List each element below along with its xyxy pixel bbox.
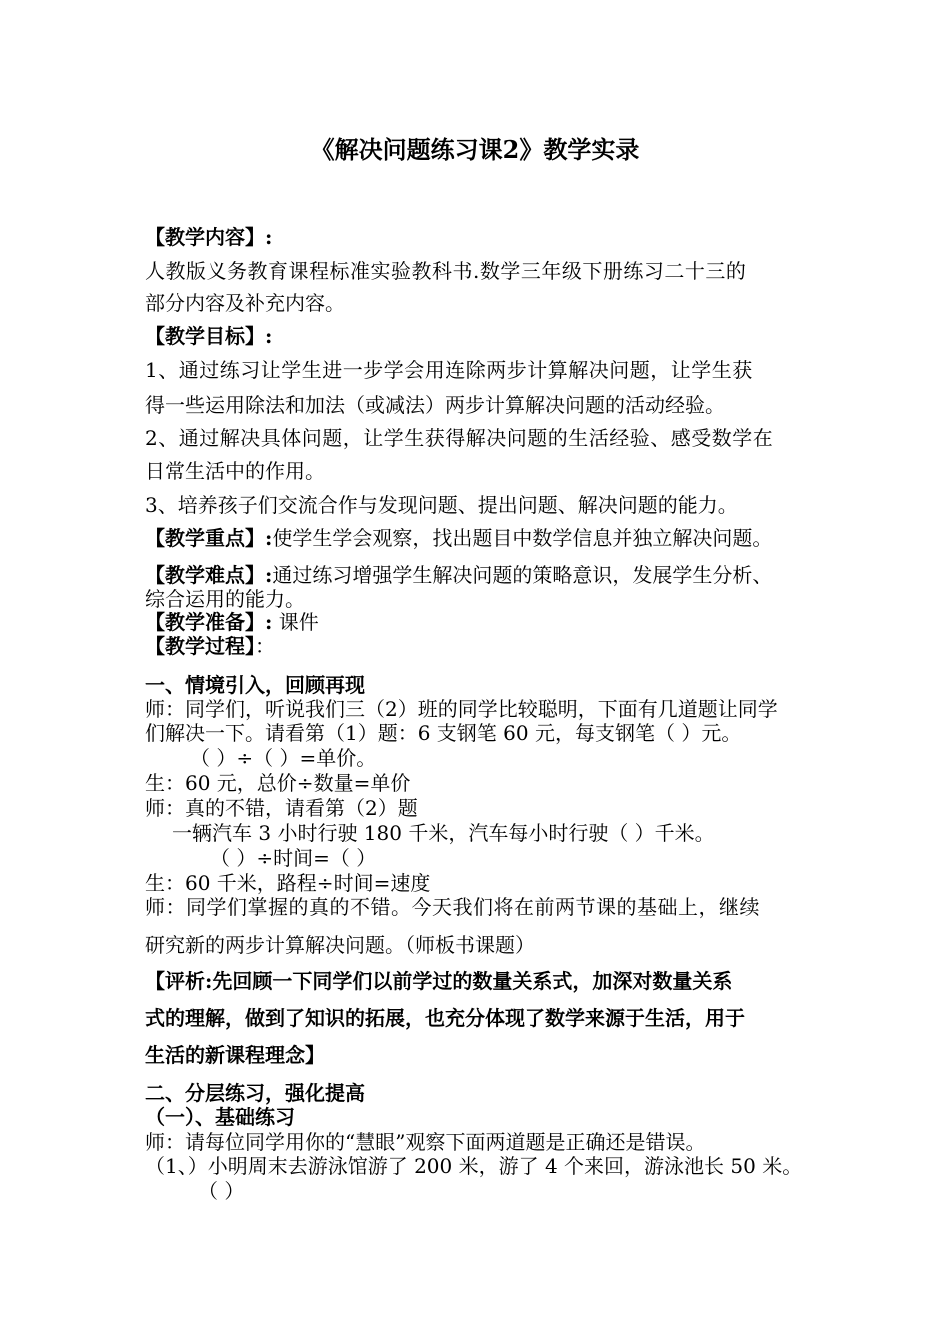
- comment-line: 【评析:先回顾一下同学们以前学过的数量关系式，加深对数量关系: [145, 969, 733, 993]
- key-points-text: 使学生学会观察，找出题目中数学信息并独立解决问题。: [272, 526, 773, 550]
- goal-line: 日常生活中的作用。: [145, 459, 325, 483]
- preparation-text: 课件: [272, 610, 319, 634]
- goal-line: 2、通过解决具体问题，让学生获得解决问题的生活经验、感受数学在: [145, 426, 774, 450]
- heading-teaching-goals: 【教学目标】:: [145, 324, 273, 348]
- dialogue-line: 研究新的两步计算解决问题。（师板书课题）: [145, 933, 535, 957]
- formula-line: （ ）÷（ ）=单价。: [190, 746, 377, 770]
- preparation-line: [145, 609, 850, 635]
- dialogue-line: 师：同学们掌握的真的不错。今天我们将在前两节课的基础上，继续: [145, 895, 760, 919]
- difficulty-text: 通过练习增强学生解决问题的策略意识，发展学生分析、: [272, 563, 773, 587]
- key-points-label: 【教学重点】:: [145, 526, 273, 550]
- formula-line: （ ）÷时间=（ ）: [210, 846, 377, 870]
- section-heading: 一、情境引入，回顾再现: [145, 673, 365, 697]
- difficulty-label: 【教学难点】:: [145, 563, 273, 587]
- document-title: 《解决问题练习课2》教学实录: [310, 135, 640, 164]
- answer-blank: （ ）: [198, 1179, 245, 1203]
- process-text: ：: [255, 634, 275, 658]
- comment-line: 生活的新课程理念】: [145, 1043, 325, 1067]
- heading-teaching-content: 【教学内容】:: [145, 225, 273, 249]
- difficulty-line-2: 综合运用的能力。: [145, 587, 305, 611]
- process-line: [145, 633, 850, 659]
- problem-line: 一辆汽车 3 小时行驶 180 千米，汽车每小时行驶（ ）千米。: [172, 821, 715, 845]
- key-points-line: [145, 525, 850, 551]
- subsection-heading: （一）、基础练习: [145, 1105, 295, 1129]
- dialogue-line: 师：请每位同学用你的“慧眼”观察下面两道题是正确还是错误。: [145, 1130, 706, 1154]
- comment-line: 式的理解，做到了知识的拓展，也充分体现了数学来源于生活，用于: [145, 1006, 745, 1030]
- difficulty-line: [145, 562, 850, 588]
- goal-line: 3、培养孩子们交流合作与发现问题、提出问题、解决问题的能力。: [145, 493, 738, 517]
- dialogue-line: 师：同学们，听说我们三（2）班的同学比较聪明，下面有几道题让同学: [145, 697, 778, 721]
- goal-line: 1、通过练习让学生进一步学会用连除两步计算解决问题，让学生获: [145, 358, 753, 382]
- dialogue-line: 生：60 千米，路程÷时间=速度: [145, 871, 431, 895]
- dialogue-line: 师：真的不错，请看第（2）题: [145, 796, 418, 820]
- process-label: 【教学过程】: [145, 634, 255, 658]
- dialogue-line: 们解决一下。请看第（1）题：6 支钢笔 60 元，每支钢笔（ ）元。: [145, 721, 742, 745]
- preparation-label: 【教学准备】:: [145, 610, 273, 634]
- goal-line: 得一些运用除法和加法（或减法）两步计算解决问题的活动经验。: [145, 393, 725, 417]
- section-heading: 二、分层练习，强化提高: [145, 1081, 365, 1105]
- paragraph-line: 部分内容及补充内容。: [145, 291, 345, 315]
- paragraph-line: 人教版义务教育课程标准实验教科书.数学三年级下册练习二十三的: [145, 259, 747, 283]
- problem-line: （1、）小明周末去游泳馆游了 200 米，游了 4 个来回，游泳池长 50 米。: [145, 1154, 803, 1178]
- dialogue-line: 生：60 元，总价÷数量=单价: [145, 771, 411, 795]
